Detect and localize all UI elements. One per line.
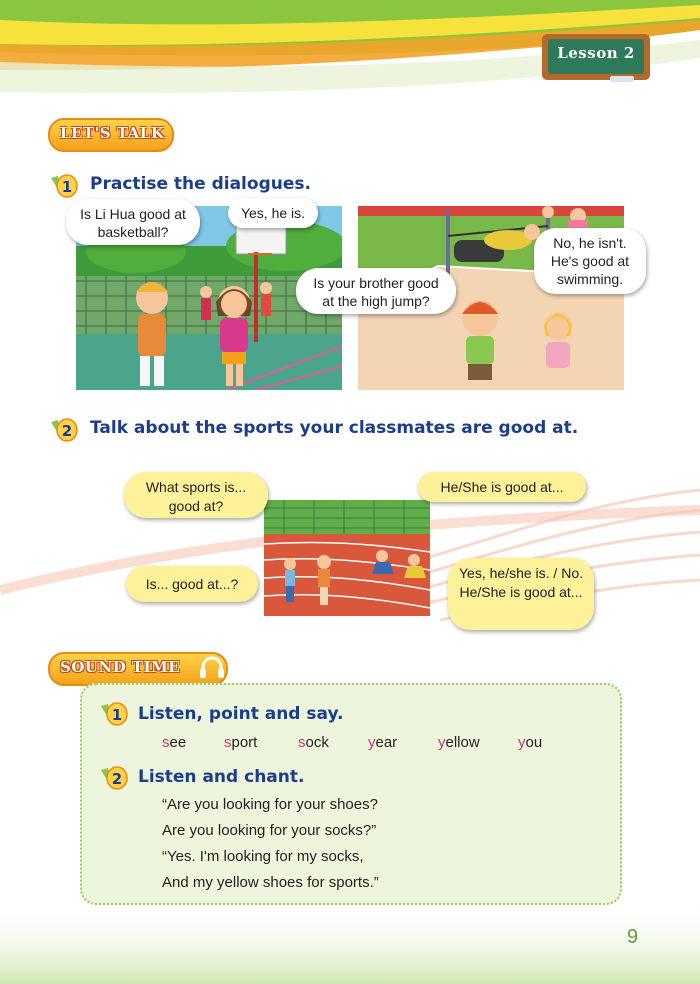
bubble-q-basketball: Is Li Hua good at basketball? [66, 199, 200, 245]
bubble-q-high-jump: Is your brother good at the high jump? [296, 268, 456, 314]
lets-talk-title: LET'S TALK [60, 124, 165, 142]
exercise-1-heading: Practise the dialogues. [90, 174, 311, 194]
exercise-2-heading: Talk about the sports your classmates are good at. [90, 418, 579, 438]
svg-text:2: 2 [61, 422, 73, 440]
lesson-label: Lesson 2 [557, 44, 635, 62]
svg-text:2: 2 [111, 770, 123, 788]
word-sport: sport [224, 734, 258, 751]
bubble-a-yes-no: Yes, he/she is. / No. He/She is good at... [448, 558, 594, 630]
bubble-q-what-sports: What sports is... good at? [124, 472, 268, 518]
number-1-icon [48, 172, 78, 198]
chant-line-2: Are you looking for your socks?” [162, 822, 377, 839]
word-see: see [162, 734, 187, 751]
bubble-a-swimming: No, he isn't. He's good at swimming. [534, 228, 646, 294]
word-you: you [518, 734, 543, 751]
word-year: year [368, 734, 398, 751]
number-2-icon [48, 416, 78, 442]
bubble-a-yes: Yes, he is. [228, 198, 318, 228]
sound-time-title: SOUND TIME [60, 658, 181, 676]
sound-number-1-icon [98, 700, 128, 726]
sound-exercise-2-heading: Listen and chant. [138, 767, 305, 787]
chant-line-4: And my yellow shoes for sports.” [162, 874, 379, 891]
sound-exercise-1-heading: Listen, point and say. [138, 704, 344, 724]
bubble-a-good-at: He/She is good at... [418, 472, 586, 502]
svg-text:1: 1 [111, 706, 123, 724]
svg-text:1: 1 [61, 178, 73, 196]
word-yellow: yellow [438, 734, 480, 751]
chant-line-3: “Yes. I'm looking for my socks, [162, 848, 364, 865]
running-track-illustration [264, 500, 430, 616]
page-number: 9 [627, 926, 639, 948]
footer-gradient [0, 900, 700, 984]
headphones-icon [198, 654, 226, 680]
word-sock: sock [298, 734, 329, 751]
bubble-q-is-good-at: Is... good at...? [126, 566, 258, 602]
chant-line-1: “Are you looking for your shoes? [162, 796, 378, 813]
sound-number-2-icon [98, 764, 128, 790]
